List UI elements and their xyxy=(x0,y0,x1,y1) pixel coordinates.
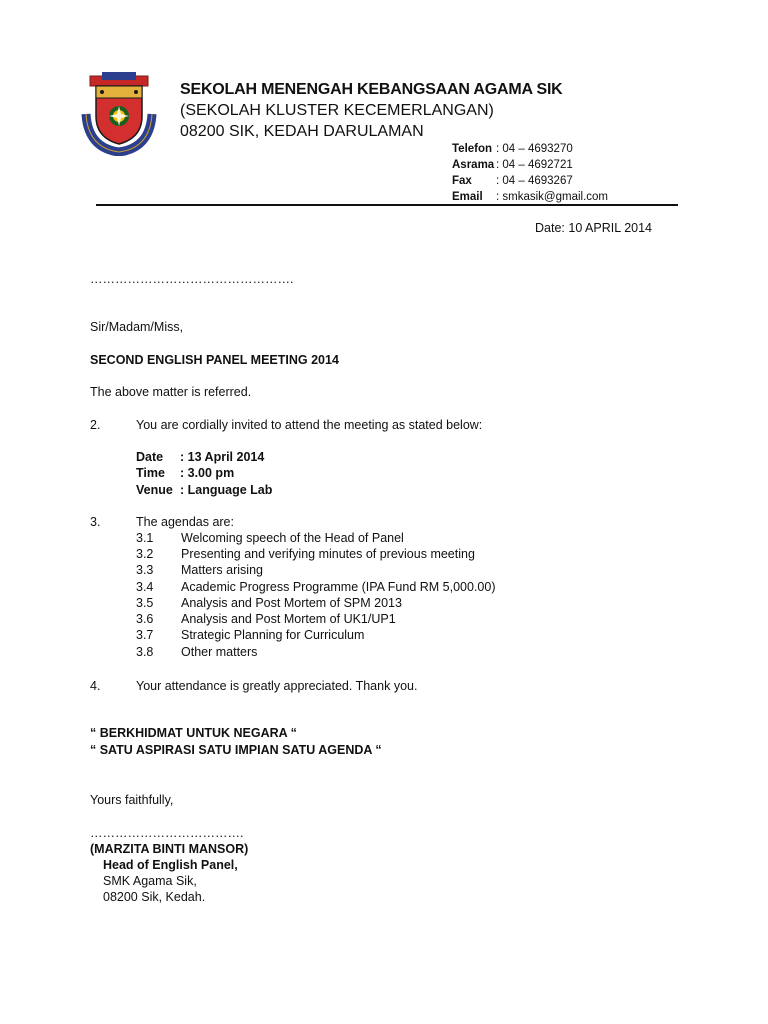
recipient-dots: …………………………………………. xyxy=(90,272,294,286)
contact-label: Fax xyxy=(452,175,472,187)
closing-paragraph: Your attendance is greatly appreciated. Thank you. xyxy=(136,679,418,693)
meeting-venue-row xyxy=(136,483,272,497)
meeting-date-value: : 13 April 2014 xyxy=(180,450,265,464)
meeting-time-value: : 3.00 pm xyxy=(180,466,235,480)
contact-value: : smkasik@gmail.com xyxy=(496,191,608,203)
agenda-text: Analysis and Post Mortem of SPM 2013 xyxy=(181,596,402,610)
agenda-text: Welcoming speech of the Head of Panel xyxy=(181,531,404,545)
agenda-number: 3.2 xyxy=(136,547,154,561)
contact-row-fax xyxy=(452,173,608,189)
agenda-item xyxy=(136,563,263,577)
school-name: SEKOLAH MENENGAH KEBANGSAAN AGAMA SIK xyxy=(180,81,563,98)
agenda-number: 3.3 xyxy=(136,563,154,577)
agenda-item xyxy=(136,580,495,594)
signature-line: ………………………………. xyxy=(90,826,244,840)
contact-block xyxy=(452,141,608,205)
contact-value: : 04 – 4693267 xyxy=(496,175,573,187)
letter-subject: SECOND ENGLISH PANEL MEETING 2014 xyxy=(90,353,339,367)
para-number: 3. xyxy=(90,515,101,529)
meeting-time-label: Time xyxy=(136,466,165,480)
agenda-text: Strategic Planning for Curriculum xyxy=(181,628,365,642)
agenda-intro: The agendas are: xyxy=(136,515,234,529)
contact-label: Telefon xyxy=(452,143,493,155)
agenda-number: 3.4 xyxy=(136,580,154,594)
letterhead-divider xyxy=(96,204,678,206)
agenda-text: Presenting and verifying minutes of previous meeting xyxy=(181,547,475,561)
contact-row-email xyxy=(452,189,608,205)
motto-line-1: “ BERKHIDMAT UNTUK NEGARA “ xyxy=(90,726,297,740)
motto-line-2: “ SATU ASPIRASI SATU IMPIAN SATU AGENDA “ xyxy=(90,743,382,757)
contact-row-asrama xyxy=(452,157,608,173)
agenda-text: Academic Progress Programme (IPA Fund RM 5,000.00) xyxy=(181,580,496,594)
agenda-number: 3.6 xyxy=(136,612,154,626)
contact-label: Asrama xyxy=(452,159,495,171)
meeting-venue-label: Venue xyxy=(136,483,173,497)
signatory-address: 08200 Sik, Kedah. xyxy=(103,890,206,904)
contact-value: : 04 – 4693270 xyxy=(496,143,573,155)
agenda-item xyxy=(136,531,404,545)
para-number: 2. xyxy=(90,418,101,432)
agenda-text: Other matters xyxy=(181,645,258,659)
agenda-number: 3.8 xyxy=(136,645,154,659)
signatory-title: Head of English Panel, xyxy=(103,858,238,872)
school-address: 08200 SIK, KEDAH DARULAMAN xyxy=(180,123,424,140)
meeting-date-row xyxy=(136,450,264,464)
salutation: Sir/Madam/Miss, xyxy=(90,320,184,334)
signatory-name: (MARZITA BINTI MANSOR) xyxy=(90,842,249,856)
intro-paragraph: The above matter is referred. xyxy=(90,385,252,399)
contact-label: Email xyxy=(452,191,483,203)
para-number: 4. xyxy=(90,679,101,693)
contact-row-telefon xyxy=(452,141,608,157)
agenda-number: 3.5 xyxy=(136,596,154,610)
signatory-organization: SMK Agama Sik, xyxy=(103,874,197,888)
meeting-time-row xyxy=(136,466,234,480)
letter-date: Date: 10 APRIL 2014 xyxy=(535,221,652,235)
agenda-item xyxy=(136,628,364,642)
meeting-venue-value: : Language Lab xyxy=(180,483,273,497)
agenda-item xyxy=(136,612,396,626)
agenda-item xyxy=(136,645,257,659)
agenda-item xyxy=(136,547,475,561)
meeting-date-label: Date xyxy=(136,450,164,464)
school-crest-logo xyxy=(78,70,160,156)
agenda-text: Analysis and Post Mortem of UK1/UP1 xyxy=(181,612,396,626)
agenda-item xyxy=(136,596,402,610)
contact-value: : 04 – 4692721 xyxy=(496,159,573,171)
agenda-number: 3.7 xyxy=(136,628,154,642)
invitation-paragraph: You are cordially invited to attend the meeting as stated below: xyxy=(136,418,483,432)
agenda-text: Matters arising xyxy=(181,563,263,577)
complimentary-close: Yours faithfully, xyxy=(90,793,174,807)
school-subtitle: (SEKOLAH KLUSTER KECEMERLANGAN) xyxy=(180,102,494,119)
agenda-number: 3.1 xyxy=(136,531,154,545)
